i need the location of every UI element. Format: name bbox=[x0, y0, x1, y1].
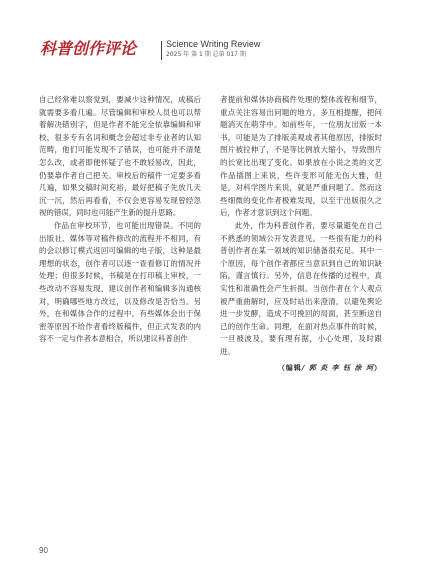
editor-names: / 郭 炎 李 钰 涂 珂 bbox=[301, 364, 374, 373]
issue-info: 2025 年 第 1 期 总第 017 期 bbox=[166, 51, 246, 58]
left-paragraph-2: 作品在审校环节，也可能出现错误。不同的出版社、媒体等对稿件修改的流程并不相同，有的会以修订模式返回可编辑的电子版，这种是最理想的状态，创作者可以逐一查看修订的情况并处理；但很多时候，书稿是在打印稿上审校，一些改动不容易发现，建议创作者和编辑多沟通核对，明确哪些地方改过，以及修改是否恰当。另外，在和媒体合作的过程中，有些媒体会出于保密等原因不给作者看终版稿件，但正式发表的内容不一定与作者本意相合，所以建议科普创作 bbox=[39, 220, 201, 344]
right-text-column bbox=[220, 94, 382, 375]
magazine-title: Science Writing Review bbox=[166, 39, 261, 49]
right-paragraph-2: 此外，作为科普创作者，要尽量避免在自己不熟悉的领域公开发表意见。一些很有能力的科普创作者在某一领域的知识储备很充足。其中一个原因，每个创作者都应当意识到自己的知识缺陷，谨言慎行。另外，信息在传播的过程中，真实性和准确性会产生折损。当创作者在个人观点被严重曲解时，应及时站出来澄清，以避免舆论进一步发酵，造成不可挽回的局面，甚至断送自己的创作生命。同理，在面对热点事件的时候，一旦被波及，要有理有据，小心处理，及时跟进。 bbox=[220, 220, 382, 356]
left-text-column bbox=[39, 94, 201, 346]
magazine-logo: 科普创作评论 bbox=[40, 39, 137, 58]
right-paragraph-1: 者提前和媒体协商稿件处理的整体流程和细节，重点关注容易出问题的地方，多互相提醒，把问题消灭在萌芽中。如前些年，一位朋友出版一本书，可能是为了排版美观或者其他原因，排版时图片被拉伸了，不是等比例放大缩小，导致图片的长宽比出现了变化。如果放在小说之类的文艺作品插图上来说，些许变形可能无伤大雅，但是，对科学图片来说，就是严重问题了。然而这些细微的变化作者极难发现，以至于出版很久之后，作者才意识到这个问题。 bbox=[220, 95, 382, 218]
editor-close: ） bbox=[374, 364, 382, 373]
page-header bbox=[40, 38, 400, 62]
header-divider bbox=[161, 41, 162, 60]
left-paragraph-1: 自己经常难以察觉到，要减少这种情况，成稿后就需要多看几遍。尽管编辑和审校人员也可以帮着解决错别字，但是作者不能完全依靠编辑和审校，很多专有名词和概念会超过非专业者的认知范畴，他们可能发现不了错误，也可能并不清楚怎么改，或者即便怀疑了也不敢轻易改，因此，仍要靠作者自己把关。审校后的稿件一定要多看几遍，如果交稿时间充裕，最好把稿子先放几天沉一沉，然后再看看，不仅会更容易发现曾经忽视的错误，同时也可能产生新的提升思路。 bbox=[39, 95, 201, 218]
editor-credit bbox=[220, 362, 382, 375]
page-number: 90 bbox=[39, 546, 48, 555]
editor-label: （编辑 bbox=[277, 364, 302, 373]
